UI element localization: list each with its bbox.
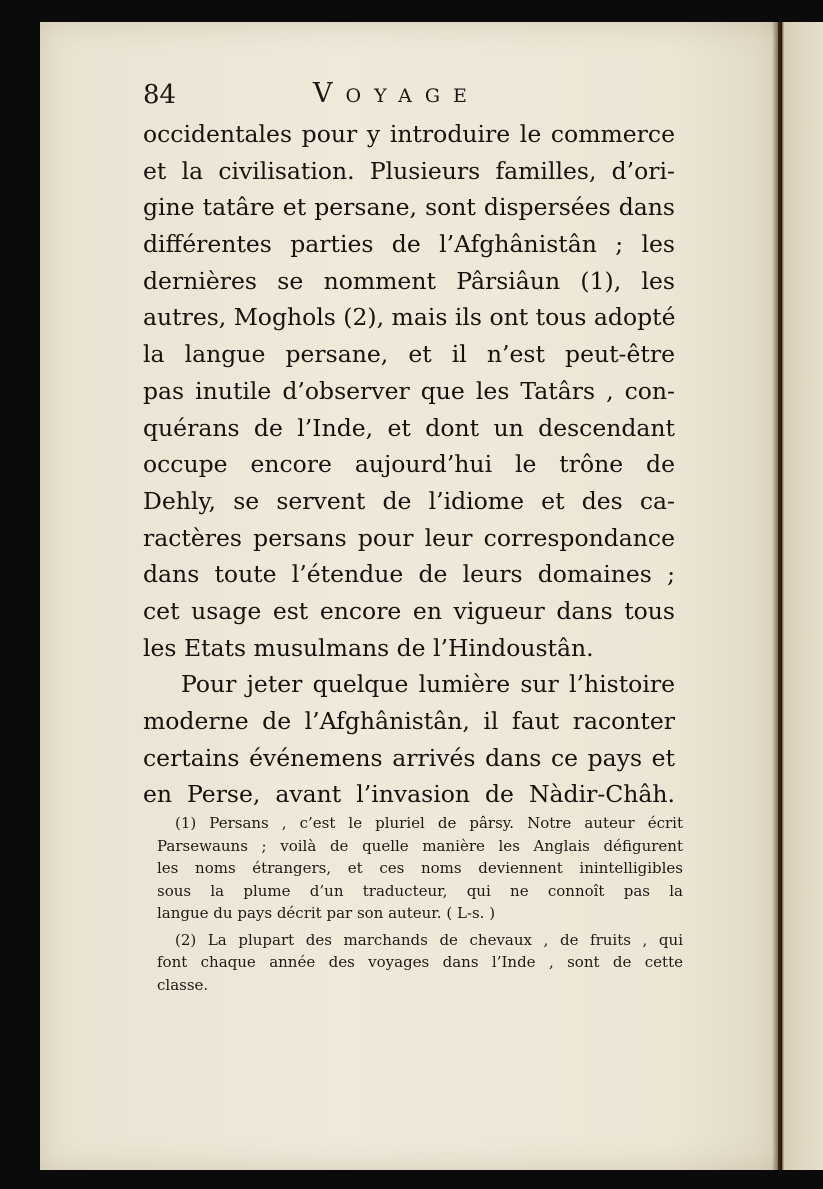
footnote-line: les noms étrangers, et ces noms deviennent inintelligibles (157, 859, 683, 877)
book-gutter (772, 22, 782, 1170)
footnote-line: (1) Persans , c’est le pluriel de pârsy. Notre auteur écrit (175, 814, 683, 832)
main-text (143, 116, 675, 813)
footnote-1 (157, 812, 683, 925)
page-header (143, 78, 673, 112)
text-line: autres, Moghols (2), mais ils ont tous adopté (143, 303, 676, 332)
footnote-line: (2) La plupart des marchands de chevaux , de fruits , qui (175, 930, 683, 949)
footnote-line: sous la plume d’un traducteur, qui ne connoît pas la (157, 881, 683, 900)
text-line: Pour jeter quelque lumière sur l’histoire (181, 670, 675, 699)
text-line: dans toute l’étendue de leurs domaines ; (143, 560, 675, 589)
text-line: la langue persane, et il n’est peut-être (143, 340, 675, 369)
text-line: gine tatâre et persane, sont dispersées dans (143, 193, 675, 222)
text-line: quérans de l’Inde, et dont un descendant (143, 413, 675, 442)
footnote-2 (157, 929, 683, 997)
text-line: différentes parties de l’Afghânistân ; les (143, 230, 675, 259)
text-line: certains événemens arrivés dans ce pays et (143, 743, 675, 772)
text-line: Dehly, se servent de l’idiome et des ca- (143, 486, 675, 515)
footnote-line: classe. (157, 975, 209, 994)
footnote-line: langue du pays décrit par son auteur. ( L-s. ) (157, 904, 496, 922)
text-line: occidentales pour y introduire le commerce (143, 120, 675, 148)
footnotes (157, 812, 683, 996)
text-line: pas inutile d’observer que les Tatârs , con- (143, 376, 675, 405)
facing-page-edge (778, 22, 823, 1170)
text-line: en Perse, avant l’invasion de Nàdir-Châh. (143, 780, 675, 809)
text-line: dernières se nomment Pârsiâun (1), les (143, 266, 675, 295)
text-line: ractères persans pour leur correspondance (143, 523, 675, 552)
text-line: et la civilisation. Plusieurs familles, d’ori- (143, 156, 675, 185)
text-line: occupe encore aujourd’hui le trône de (143, 450, 675, 479)
footnote-line: font chaque année des voyages dans l’Inde , sont de cette (157, 953, 683, 971)
footnote-line: Parsewauns ; voilà de quelle manière les Anglais défigurent (157, 836, 683, 855)
running-head: Voyage (313, 78, 480, 109)
page-number: 84 (143, 80, 177, 110)
text-line: cet usage est encore en vigueur dans tous (143, 596, 675, 625)
text-line: les Etats musulmans de l’Hindoustân. (143, 633, 594, 662)
text-line: moderne de l’Afghânistân, il faut raconter (143, 707, 675, 735)
